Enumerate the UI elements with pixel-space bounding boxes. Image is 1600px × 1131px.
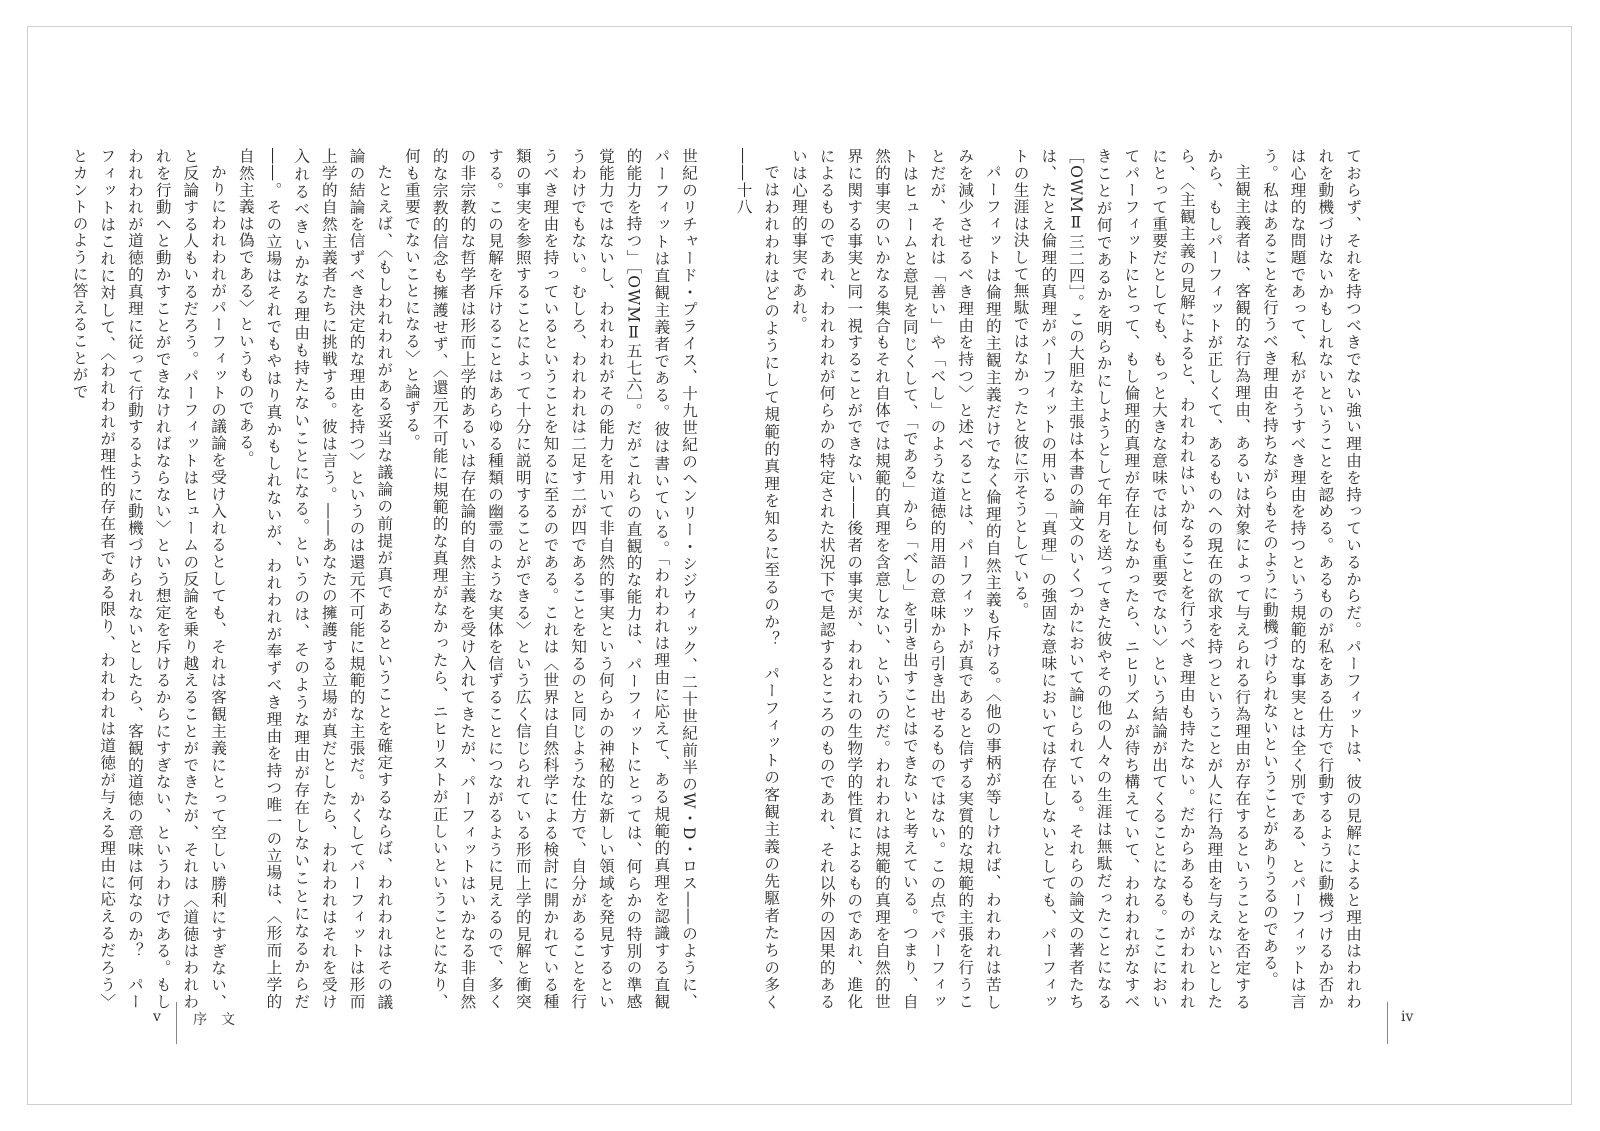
paragraph: かりにわれわれがパーフィットの議論を受け入れるとしても、それは客観主義にとって空しい勝利にすぎない、と反論する人もいるだろう。パーフィットはヒュームの反論を乗り越えることができたが、それは〈道徳はわれわれを行動へと動かすことができなければならない〉という想定を斥けるからにすぎない、というわけである。もしわれわれが道徳的真理に従って行動するように動機づけられないとしたら、客観的道徳の意味は何なのか？ パーフィットはこれに対して、〈われわれが理性的存在者である限り、われわれは道徳が与える理由に応えるだろう〉とカントのように答えることがで xyxy=(70,148,228,1010)
paragraph: たとえば、〈もしわれわれがある妥当な議論の前提が真であるということを確定するならば、われわれはその議論の結論を信ずべき決定的な理由を持つ〉というのは還元不可能に規範的な主張だ。かくしてパーフィットは形而上学的自然主義者たちに挑戦する。彼は言う。――あなたの擁護する立場が真だとしたら、われわれはそれを受け入れるべきいかなる理由も持たないことになる。というのは、そのような理由が存在しないことになるからだ――。その立場はそれでもやはり真かもしれないが、われわれが奉ずべき理由を持つ唯一の立場は、〈形而上学的自然主義は偽である〉というものである。 xyxy=(236,148,394,1010)
page-number-left: v xyxy=(153,1009,161,1025)
paragraph: 世紀のリチャード・プライス、十九世紀のヘンリー・シジウィック、二十世紀前半のW・D・ロス――のように、パーフィットは直観主義者である。彼は書いている。「われわれは理由に応えて、ある規範的真理を認識する直観的能力を持つ」［OWMⅡ五七六］。だがこれらの直観的な能力は、パーフィットにとっては、何らかの特別の準感覚能力ではないし、われわれがその能力を用いて非自然的事実という何らかの神秘的な新しい領域を発見するというわけでもない。むしろ、われわれは二足す二が四であることを知るのと同じような仕方で、自分があることを行うべき理由を持っているということを知るに至るのである。これは〈世界は自然科学による検討に開かれている種類の事実を参照することによって十分に説明することができる〉という広く信じられている形而上学的見解と衝突する。この見解を斥けることはあらゆる種類の幽霊のような実体を信ずることにつながるように見えるので、多くの非宗教的な哲学者は形而上学的あるいは存在論的自然主義を受け入れてきたが、パーフィットはいかなる非自然的な宗教的信念も擁護せず、〈還元不可能に規範的な真理がなかったら、ニヒリストが正しいということになり、何も重要でないことになる〉と論ずる。 xyxy=(402,148,698,1010)
page-number-right: iv xyxy=(1401,1009,1414,1025)
book-spread xyxy=(27,26,1572,1105)
folio-divider-right xyxy=(1387,1002,1388,1044)
right-page xyxy=(734,27,1600,1104)
running-head: 序文 xyxy=(193,1012,249,1028)
left-page xyxy=(28,27,828,1104)
paragraph: パーフィットは倫理的主観主義だけでなく倫理的自然主義も斥ける。〈他の事柄が等しければ、われわれは苦しみを減少させるべき理由を持つ〉と述べることは、パーフィットが真であると信ずる実質的な規範的主張を行うことだが、それは「善い」や「べし」のような道徳的用語の意味から引き出せるものではない。この点でパーフィットはヒュームと意見を同じくして、「である」から「べし」を引き出すことはできないと考えている。つまり、自然的事実のいかなる集合もそれ自体では規範的真理を含意しない、というのだ。われわれは規範的真理を自然的世界に関する事実と同一視することができない――後者の事実が、われわれの生物学的性質によるものであれ、進化によるものであれ、われわれが何らかの特定された状況下で是認するところのものであれ、それ以外の因果的あるいは心理的事実であれ。 xyxy=(789,148,1002,1010)
right-page-body xyxy=(734,148,1366,1010)
left-page-body xyxy=(70,148,702,1010)
paragraph: ておらず、それを持つべきでない強い理由を持っているからだ。パーフィットは、彼の見解によると理由はわれわれを動機づけないかもしれないということを認める。あるものが私をある仕方で行動するように動機づけるか否かは心理的な問題であって、私がそうすべき理由を持つという規範的な事実とは全く別である、とパーフィットは言う。私はあることを行うべき理由を持ちながらもそのように動機づけられないということがありうるのである。 xyxy=(1260,148,1362,1010)
paragraph: ではわれわれはどのようにして規範的真理を知るに至るのか？ パーフィットの客観主義の先駆者たちの多く――十八 xyxy=(734,148,781,1010)
paragraph: 主観主義者は、客観的な行為理由、あるいは対象によって与えられる行為理由が存在するということを否定するから、もしパーフィットが正しくて、あるものへの現在の欲求を持つということが人に行為理由を与えないとしたら、〈主観主義の見解によると、われわれはいかなることを行うべき理由も持たない。だからあるものがわれわれにとって重要だとしても、もっと大きな意味では何も重要でない〉という結論が出てくることになる。ここにおいてパーフィットにとって、もし倫理的真理が存在しなかったら、ニヒリズムが待ち構えていて、われわれがなすべきことが何であるかを明らかにしようとして年月を送ってきた彼やその他の人々の生涯は無駄だったことになる［OWMⅡ三二四］。この大胆な主張は本書の論文のいくつかにおいて論じられている。それらの論文の著者たちは、たとえ倫理的真理がパーフィットの用いる「真理」の強固な意味においては存在しないとしても、パーフィットの生涯は決して無駄ではなかったと彼に示そうとしている。 xyxy=(1011,148,1252,1010)
folio-divider-left xyxy=(176,1002,177,1044)
